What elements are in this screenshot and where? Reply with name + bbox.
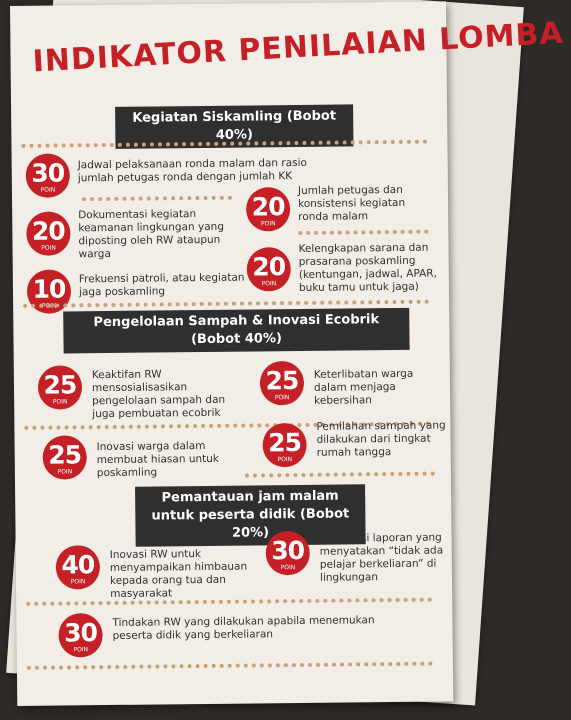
criterion-text: Keaktifan RW mensosialisasikan pengelolaan sampah dan juga pembuatan ecobrik (91, 368, 226, 421)
points-label: POIN (41, 302, 57, 310)
points-label: POIN (41, 244, 56, 252)
points-value: 25 (48, 440, 82, 470)
section-heading-jam-malam: Pemantauan jam malam untuk peserta didik (Bobot 20%) (135, 484, 366, 546)
criterion-text: Keterlibatan warga dalam menjaga kebersihan (313, 367, 414, 407)
points-badge (26, 211, 70, 255)
points-badge (246, 187, 290, 231)
points-value: 30 (64, 618, 98, 648)
points-value: 10 (32, 274, 66, 304)
divider (27, 662, 433, 670)
points-label: POIN (280, 564, 296, 572)
section-heading-sampah: Pengelolaan Sampah & Inovasi Ecobrik (Bobot 40%) (63, 308, 409, 354)
points-label: POIN (260, 220, 276, 228)
points-value: 20 (251, 192, 285, 222)
divider (82, 196, 232, 202)
criterion-text: Frekuensi laporan yang menyatakan “tidak ada pelajar berkeliaran” di lingkungan (319, 531, 444, 584)
points-label: POIN (57, 468, 73, 476)
criterion-text: Inovasi warga dalam membuat hiasan untuk poskamling (96, 439, 220, 480)
points-badge (262, 423, 306, 467)
points-label: POIN (277, 456, 293, 464)
points-badge (266, 531, 310, 575)
points-label: POIN (52, 398, 68, 406)
points-label: POIN (40, 186, 56, 194)
criterion-text: Jumlah petugas dan konsistensi kegiatan ronda malam (297, 183, 406, 223)
points-badge (38, 365, 82, 409)
criterion-text: Dokumentasi kegiatan keamanan lingkungan yang diposting oleh RW ataupun warga (78, 208, 225, 261)
points-value: 20 (252, 252, 286, 282)
points-badge (58, 613, 102, 657)
criterion-text: Inovasi RW untuk menyampaikan himbauan kepada orang tua dan masyarakat (109, 548, 248, 600)
criterion-text: Pemilahan sampah yang dilakukan dari tingkat rumah tangga (316, 419, 446, 459)
points-badge (43, 435, 87, 479)
criterion-text: Tindakan RW yang dilakukan apabila menemukan peserta didik yang berkeliaran (112, 614, 375, 642)
poster (10, 1, 565, 706)
points-value: 25 (268, 427, 302, 458)
poster-title: INDIKATOR PENILAIAN LOMBA (31, 15, 565, 80)
points-label: POIN (274, 394, 290, 402)
criterion-text: Frekuensi patroli, atau kegiatan jaga poskamling (78, 271, 245, 299)
criterion-text: Jadwal pelaksanaan ronda malam dan rasio jumlah petugas ronda dengan jumlah KK (77, 156, 308, 185)
section-heading-siskamling: Kegiatan Siskamling (Bobot 40%) (115, 104, 353, 148)
points-label: POIN (261, 280, 277, 288)
points-value: 25 (265, 366, 299, 396)
points-badge (247, 247, 291, 291)
points-value: 20 (31, 216, 65, 246)
divider (298, 230, 428, 235)
points-badge (260, 361, 304, 405)
points-value: 25 (43, 370, 77, 400)
points-badge (26, 153, 70, 197)
divider (23, 300, 429, 308)
points-value: 30 (271, 535, 305, 566)
divider (245, 472, 435, 478)
points-label: POIN (70, 578, 86, 586)
points-value: 30 (31, 158, 65, 188)
criterion-text: Kelengkapan sarana dan prasarana poskamling (kentungan, jadwal, APAR, buku tamu untuk jaga) (298, 241, 437, 294)
points-badge (56, 545, 100, 589)
points-value: 40 (61, 550, 95, 580)
divider (26, 598, 432, 606)
points-label: POIN (73, 646, 89, 654)
